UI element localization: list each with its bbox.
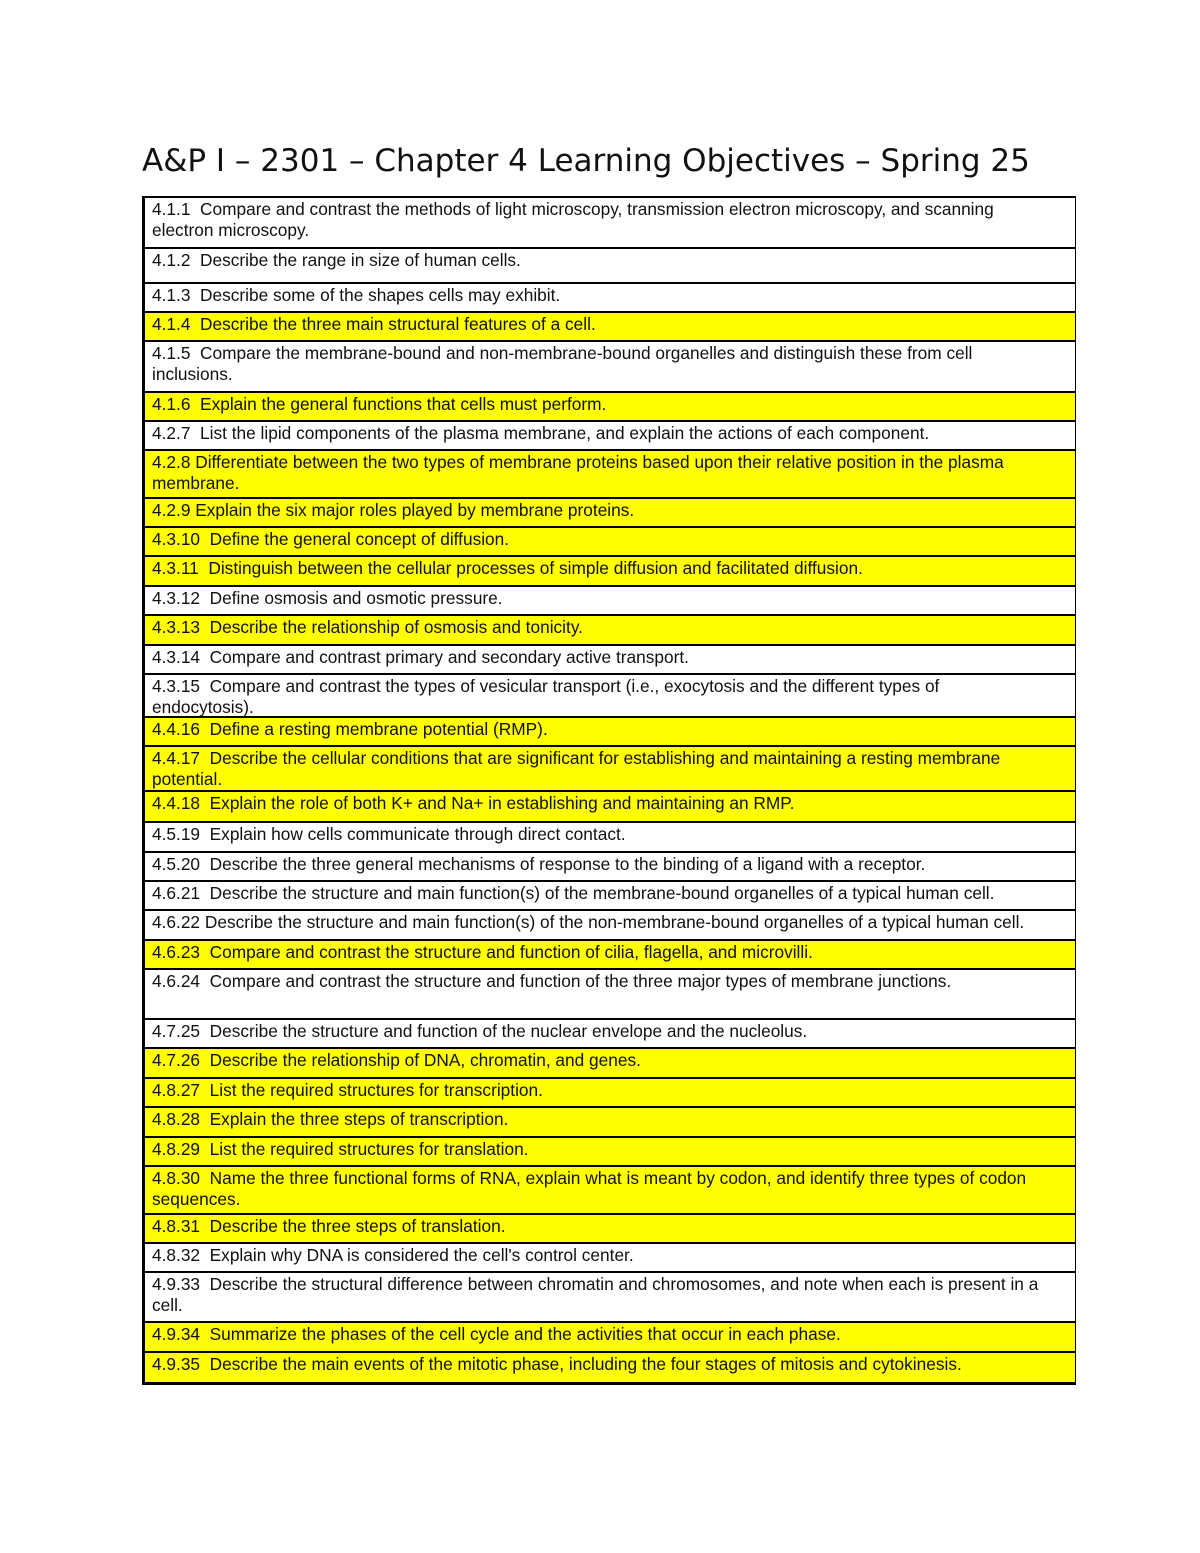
objective-row-highlighted [145, 1047, 1075, 1077]
objective-row [145, 673, 1075, 716]
page-title: A&P I – 2301 – Chapter 4 Learning Objectives – Spring 25 [142, 143, 1030, 179]
objective-text: 4.3.15 Compare and contrast the types of vesicular transport (i.e., exocytosis and the different types of [152, 676, 940, 696]
objective-text: membrane. [152, 473, 240, 493]
objective-text: sequences. [152, 1189, 241, 1209]
objective-row-highlighted [145, 1321, 1075, 1351]
objective-text: 4.3.11 Distinguish between the cellular processes of simple diffusion and facilitated diffusion. [152, 558, 863, 578]
objective-row [145, 585, 1075, 614]
objective-text: 4.1.3 Describe some of the shapes cells may exhibit. [152, 285, 561, 305]
objective-row [145, 247, 1075, 282]
objective-text: 4.2.7 List the lipid components of the plasma membrane, and explain the actions of each component. [152, 423, 930, 443]
objective-row [145, 1018, 1075, 1047]
objective-text: 4.4.16 Define a resting membrane potential (RMP). [152, 719, 548, 739]
objective-text: potential. [152, 769, 223, 789]
objective-text: inclusions. [152, 364, 233, 384]
objective-row-highlighted [145, 745, 1075, 790]
objective-row [145, 968, 1075, 1018]
objective-row-highlighted [145, 311, 1075, 340]
objective-row-highlighted [145, 1136, 1075, 1165]
objective-text: 4.8.32 Explain why DNA is considered the cell's control center. [152, 1245, 634, 1265]
objective-text: 4.1.2 Describe the range in size of human cells. [152, 250, 521, 270]
objective-row [145, 282, 1075, 311]
objective-text: 4.8.28 Explain the three steps of transcription. [152, 1109, 509, 1129]
objective-text: 4.8.27 List the required structures for transcription. [152, 1080, 543, 1100]
objective-row [145, 420, 1075, 449]
objective-text: 4.6.23 Compare and contrast the structure and function of cilia, flagella, and microvilli. [152, 942, 813, 962]
objective-row [145, 1271, 1075, 1321]
objective-row-highlighted [145, 449, 1075, 497]
objective-row [145, 909, 1075, 939]
objective-row-highlighted [145, 497, 1075, 526]
objective-row-highlighted [145, 1351, 1075, 1382]
objective-text: 4.4.18 Explain the role of both K+ and Na+ in establishing and maintaining an RMP. [152, 793, 795, 813]
objective-text: 4.3.13 Describe the relationship of osmosis and tonicity. [152, 617, 583, 637]
objective-row [145, 340, 1075, 391]
objective-text: 4.1.1 Compare and contrast the methods of light microscopy, transmission electron microscopy, and scanning [152, 199, 994, 219]
objective-row-highlighted [145, 391, 1075, 420]
objective-row-highlighted [145, 555, 1075, 585]
objectives-table [142, 196, 1076, 1385]
objective-text: electron microscopy. [152, 220, 310, 240]
objective-row [145, 196, 1075, 247]
objective-row [145, 851, 1075, 880]
objective-text: 4.3.12 Define osmosis and osmotic pressure. [152, 588, 503, 608]
objective-row-highlighted [145, 790, 1075, 821]
objective-text: 4.1.4 Describe the three main structural features of a cell. [152, 314, 596, 334]
objective-text: endocytosis). [152, 697, 254, 716]
objective-row-highlighted [145, 1165, 1075, 1213]
objective-text: 4.6.21 Describe the structure and main function(s) of the membrane-bound organelles of a typical human cell. [152, 883, 995, 903]
objective-row-highlighted [145, 526, 1075, 555]
objective-text: 4.5.19 Explain how cells communicate through direct contact. [152, 824, 626, 844]
objective-text: 4.1.5 Compare the membrane-bound and non-membrane-bound organelles and distinguish these from cell [152, 343, 973, 363]
objective-text: 4.7.26 Describe the relationship of DNA, chromatin, and genes. [152, 1050, 641, 1070]
objective-row-highlighted [145, 716, 1075, 745]
objective-row-highlighted [145, 939, 1075, 968]
objective-text: 4.1.6 Explain the general functions that cells must perform. [152, 394, 607, 414]
objective-row-highlighted [145, 1077, 1075, 1106]
objective-text: cell. [152, 1295, 183, 1315]
objective-text: 4.9.33 Describe the structural difference between chromatin and chromosomes, and note when each is present in a [152, 1274, 1039, 1294]
objective-text: 4.8.29 List the required structures for translation. [152, 1139, 529, 1159]
objective-text: 4.3.10 Define the general concept of diffusion. [152, 529, 510, 549]
objective-text: 4.2.9 Explain the six major roles played by membrane proteins. [152, 500, 635, 520]
objective-row [145, 880, 1075, 909]
objective-text: 4.7.25 Describe the structure and function of the nuclear envelope and the nucleolus. [152, 1021, 808, 1041]
objective-text: 4.8.31 Describe the three steps of translation. [152, 1216, 506, 1236]
objective-text: 4.4.17 Describe the cellular conditions that are significant for establishing and maintaining a resting membrane [152, 748, 1001, 768]
objective-text: 4.6.22 Describe the structure and main function(s) of the non-membrane-bound organelles of a typical human cell. [152, 912, 1025, 932]
objective-text: 4.8.30 Name the three functional forms of RNA, explain what is meant by codon, and identify three types of codon [152, 1168, 1027, 1188]
objective-text: 4.3.14 Compare and contrast primary and secondary active transport. [152, 647, 689, 667]
objective-text: 4.6.24 Compare and contrast the structure and function of the three major types of membrane junctions. [152, 971, 952, 991]
objective-row-highlighted [145, 614, 1075, 644]
objective-row [145, 821, 1075, 851]
objective-text: 4.5.20 Describe the three general mechanisms of response to the binding of a ligand with a receptor. [152, 854, 926, 874]
objective-row-highlighted [145, 1213, 1075, 1242]
objective-row [145, 1242, 1075, 1271]
objective-text: 4.9.35 Describe the main events of the mitotic phase, including the four stages of mitosis and cytokinesis. [152, 1354, 962, 1374]
objective-text: 4.9.34 Summarize the phases of the cell cycle and the activities that occur in each phase. [152, 1324, 841, 1344]
objective-row [145, 644, 1075, 673]
objective-row-highlighted [145, 1106, 1075, 1136]
objective-text: 4.2.8 Differentiate between the two types of membrane proteins based upon their relative position in the plasma [152, 452, 1004, 472]
